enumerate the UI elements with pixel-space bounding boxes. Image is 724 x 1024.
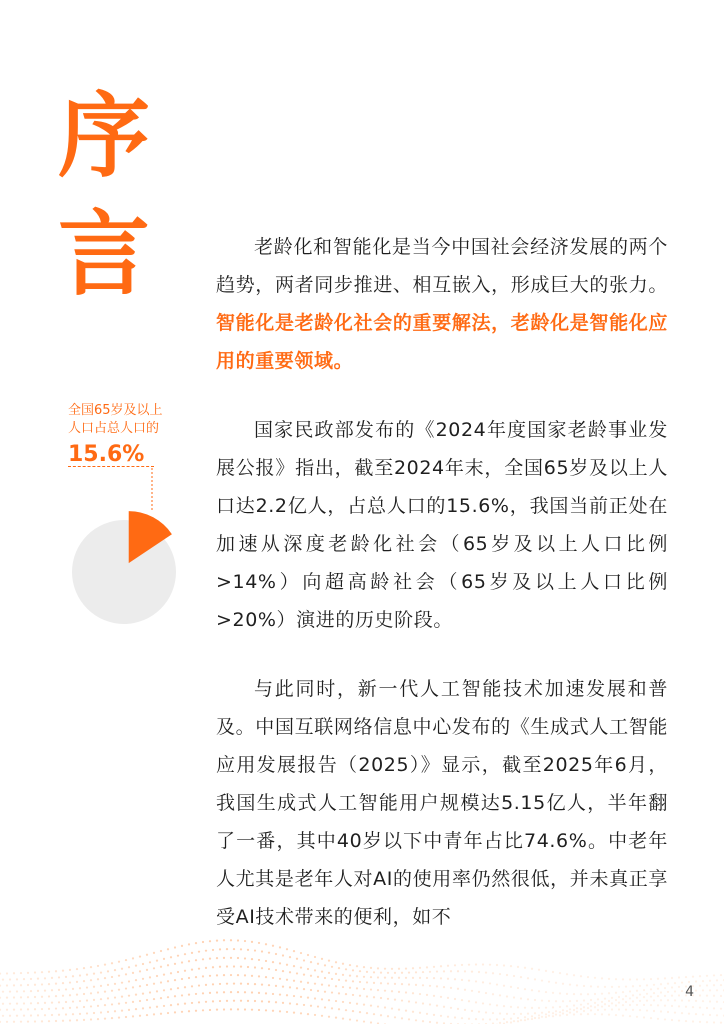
footer-dot-wave	[0, 914, 724, 1024]
stat-label-line2: 人口占总人口的	[68, 421, 160, 436]
heading-char-2: 言	[58, 201, 151, 308]
paragraph-1-text: 老龄化和智能化是当今中国社会经济发展的两个趋势，两者同步推进、相互嵌入，形成巨大的张力。	[216, 236, 668, 296]
page-heading	[58, 78, 158, 314]
pie-chart	[66, 464, 186, 634]
stat-callout	[68, 402, 208, 470]
paragraph-1	[216, 228, 668, 380]
stat-value: 15.6%	[68, 442, 145, 467]
paragraph-1-highlight: 智能化是老龄化社会的重要解法，老龄化是智能化应用的重要领域。	[216, 312, 668, 372]
heading-char-1: 序	[58, 83, 151, 190]
page-number: 4	[685, 984, 694, 1000]
paragraph-3: 与此同时，新一代人工智能技术加速发展和普及。中国互联网络信息中心发布的《生成式人工智能应用发展报告（2025）》显示，截至2025年6月，我国生成式人工智能用户规模达5.15亿人，半年翻了一番，其中40岁以下中青年占比74.6%。中老年人尤其是老年人对AI的使用率仍然很低，并未真正享受AI技术带来的便利，如不	[216, 678, 668, 928]
paragraph-2: 国家民政部发布的《2024年度国家老龄事业发展公报》指出，截至2024年末，全国65岁及以上人口达2.2亿人，占总人口的15.6%，我国当前正处在加速从深度老龄化社会（65岁及以上人口比例>14%）向超高龄社会（65岁及以上人口比例>20%）演进的历史阶段。	[216, 419, 668, 631]
stat-label-line1: 全国65岁及以上	[68, 403, 163, 418]
body-text	[216, 228, 668, 967]
